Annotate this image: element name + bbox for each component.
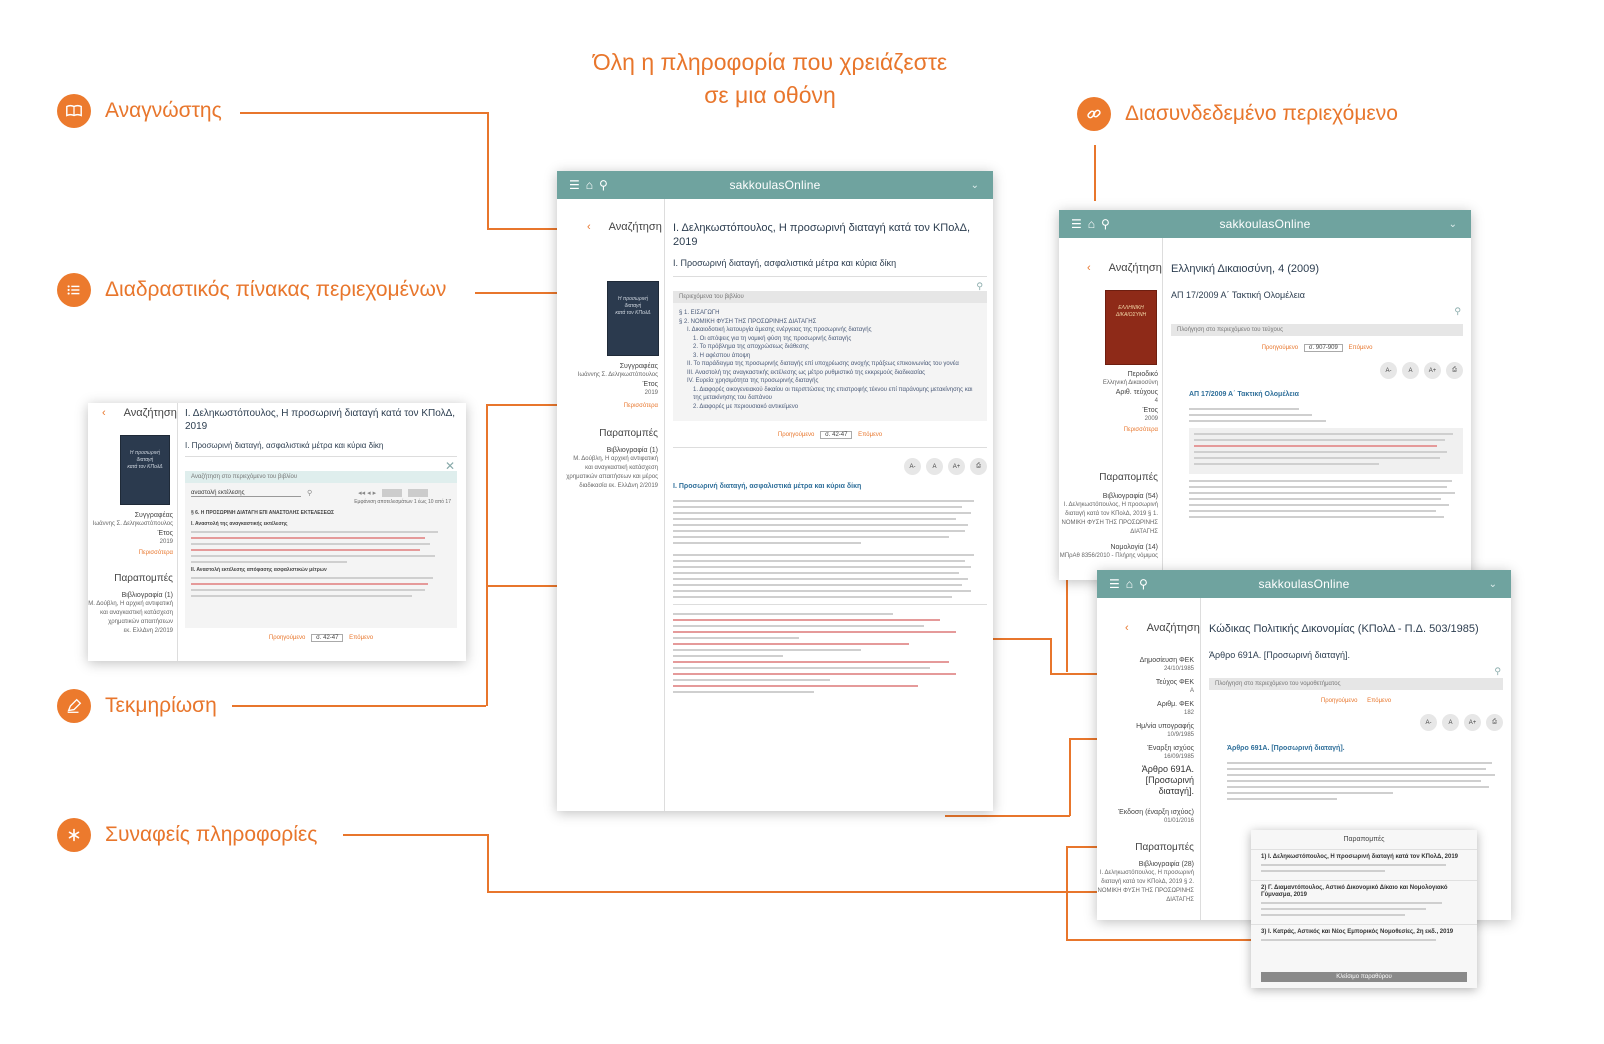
doc-title: Ι. Δεληκωστόπουλος, Η προσωρινή διαταγή κατά τον ΚΠολΔ, 2019: [673, 222, 971, 248]
logo: sakkoulasOnline: [729, 178, 821, 192]
connector-popup-h: [1066, 939, 1252, 941]
valid-date: 16/09/1985: [1163, 754, 1194, 760]
more-link[interactable]: Περισσότερα: [1123, 427, 1158, 433]
center-window: [557, 171, 993, 811]
search-icon[interactable]: ⚲: [1454, 306, 1461, 316]
toc-item[interactable]: 1. Διαφορές οικογενειακού δικαίου οι περιπτώσεις της επιστροφής τέκνου επί παράνομης μετακίνησης και της μετακίνησης του δαπάνου: [693, 386, 973, 401]
headline-line-1: Όλη η πληροφορία που χρειάζεστε: [592, 49, 948, 75]
toc-item[interactable]: § 2. ΝΟΜΙΚΗ ΦΥΣΗ ΤΗΣ ΠΡΟΣΩΡΙΝΗΣ ΔΙΑΤΑΓΗΣ: [679, 318, 817, 325]
close-popup-button[interactable]: Κλείσιμο παραθύρου: [1261, 972, 1467, 982]
label-linked: [1077, 97, 1398, 131]
references-list: Βιβλιογραφία (54) Ι. Δεληκωστόπουλος, Η προσωρινή διαταγή κατά τον ΚΠολΔ, 2019 § 1. ΝΟΜΙΚΗ ΦΥΣΗ ΤΗΣ ΠΡΟΣΩΡΙΝΗΣ ΔΙΑΤΑΓΗΣ Νομολογία (14) ΜΠρΑθ 8356/2010 - Πλήρης νόμιμος: [1059, 493, 1158, 559]
doc-subtitle: Ι. Προσωρινή διαταγή, ασφαλιστικά μέτρα και κύρια δίκη: [673, 258, 897, 268]
doc-title: Κώδικας Πολιτικής Δικονομίας (ΚΠολΔ - Π.Δ. 503/1985): [1209, 623, 1479, 635]
pagination-arrows[interactable]: ◂◂ ◂ ▸: [358, 490, 377, 497]
book-meta: [88, 511, 173, 558]
toc-item[interactable]: Ι. Δικαιοδοτική λειτουργία άμεσης ενέργειας της προσωρινής διαταγής: [687, 327, 872, 333]
font-controls: [1171, 362, 1463, 379]
back-link[interactable]: [102, 407, 177, 419]
font-controls: [673, 458, 987, 475]
headline-line-2: σε μια οθόνη: [704, 82, 836, 108]
font-decrease-button[interactable]: A-: [1380, 362, 1397, 379]
sidebar: [1059, 238, 1163, 580]
book-icon: [57, 94, 91, 128]
periodical: Ελληνική Δικαιοσύνη: [1102, 380, 1158, 386]
print-icon[interactable]: ⎙: [970, 458, 987, 475]
connector-related-v: [487, 834, 489, 892]
connector-linked-low-h: [1069, 738, 1097, 740]
list-view-button[interactable]: [382, 489, 402, 497]
book-cover: Η προσωρινή διαταγή κατά τον ΚΠολΔ: [607, 281, 659, 356]
references-heading: Παραπομπές: [114, 573, 173, 584]
sidebar: [1097, 598, 1201, 920]
article-title: Άρθρο 691Α. [Προσωρινή διαταγή].: [1227, 745, 1345, 752]
label-toc: [57, 273, 446, 307]
connector-linked-low: [945, 815, 1070, 817]
print-icon[interactable]: ⎙: [1486, 714, 1503, 731]
search-header[interactable]: Αναζήτηση στο περιεχόμενο του βιβλίου: [185, 471, 457, 483]
year-label: Έτος: [157, 530, 173, 537]
chevron-left-icon: ‹: [587, 221, 591, 233]
journal-cover: ΕΛΛΗΝΙΚΗ ΔΙΚΑΙΟΣΥΝΗ: [1105, 290, 1157, 365]
connector-related: [343, 834, 488, 836]
fek-issue-label: Τεύχος ΦΕΚ: [1155, 679, 1194, 686]
results-count: Εμφάνιση αποτελεσμάτων 1 έως 10 από 17: [354, 499, 451, 505]
fek-date-label: Δημοσίευση ΦΕΚ: [1139, 657, 1194, 664]
search-panel: [185, 483, 457, 628]
year-label: Έτος: [1142, 407, 1158, 414]
footnotes: [673, 613, 987, 693]
toc-list: [673, 303, 987, 421]
journal-meta: [1059, 370, 1158, 435]
pager: [1171, 344, 1463, 352]
label-toc-text: Διαδραστικός πίνακας περιεχομένων: [105, 278, 447, 301]
connector-popup-v: [1066, 846, 1068, 940]
valid-label: Έναρξη ισχύος: [1147, 745, 1194, 752]
doc-subtitle: Άρθρο 691Α. [Προσωρινή διαταγή].: [1209, 650, 1350, 660]
prev-link[interactable]: Προηγούμενο: [268, 635, 306, 641]
back-label: Αναζήτηση: [608, 221, 662, 233]
back-link[interactable]: [587, 221, 662, 233]
biblio-count[interactable]: Βιβλιογραφία (1): [121, 592, 173, 599]
toc-item[interactable]: § 1. ΕΙΣΑΓΩΓΗ: [679, 310, 720, 316]
font-normal-button[interactable]: A: [926, 458, 943, 475]
top-bar: [1097, 570, 1511, 598]
main-content: [185, 403, 457, 661]
version: 01/01/2016: [1163, 818, 1194, 824]
print-icon[interactable]: ⎙: [1446, 362, 1463, 379]
side-article: Άρθρο 691Α. [Προσωρινή διαταγή].: [1141, 764, 1194, 796]
sidebar: [557, 199, 665, 811]
font-decrease-button[interactable]: A-: [1420, 714, 1437, 731]
next-link[interactable]: Επόμενο: [349, 635, 374, 641]
search-input[interactable]: αναστολή εκτέλεσης: [191, 490, 301, 497]
font-normal-button[interactable]: A: [1402, 362, 1419, 379]
main-content: [1171, 238, 1463, 580]
back-link[interactable]: [1125, 622, 1200, 634]
home-icon[interactable]: ⌂: [1087, 217, 1096, 231]
label-reader-text: Αναγνώστης: [105, 99, 222, 122]
toc-item[interactable]: 2. Διαφορές με περιουσιακό αντικείμενο: [693, 403, 799, 410]
biblio-count[interactable]: Βιβλιογραφία (1): [606, 447, 658, 454]
issue-label: Αριθ. τεύχους: [1115, 389, 1158, 396]
page-select[interactable]: σ. 907-909: [1304, 344, 1343, 352]
book-cover: Η προσωρινή διαταγή κατά τον ΚΠολΔ: [120, 435, 170, 505]
toc-item[interactable]: 2. Το πρόβλημα της αποχρώσεως διάθεσης: [693, 344, 809, 350]
search-icon[interactable]: ⚲: [599, 178, 608, 192]
version-meta: [1097, 808, 1194, 826]
connector-related-h: [487, 891, 1105, 893]
search-icon[interactable]: ⚲: [1139, 577, 1148, 591]
references-heading: Παραπομπές: [599, 428, 658, 439]
connector-doc-v: [486, 404, 488, 706]
back-label: Αναζήτηση: [1108, 262, 1162, 274]
popup-item[interactable]: 1) Ι. Δεληκωστόπουλος, Η προσωρινή διαταγή κατά τον ΚΠολΔ, 2019: [1251, 849, 1477, 880]
doc-subtitle: ΑΠ 17/2009 Α΄ Τακτική Ολομέλεια: [1171, 290, 1305, 300]
back-label: Αναζήτηση: [123, 407, 177, 419]
font-decrease-button[interactable]: A-: [904, 458, 921, 475]
chevron-left-icon: ‹: [1087, 262, 1091, 274]
logo: sakkoulasOnline: [1258, 577, 1350, 591]
font-increase-button[interactable]: A+: [1424, 362, 1441, 379]
home-icon[interactable]: ⌂: [585, 178, 594, 192]
references-heading: Παραπομπές: [1099, 472, 1158, 483]
connector-reader-v: [487, 112, 489, 229]
pager: [673, 431, 987, 439]
references-biblio: Βιβλιογραφία (1) Μ. Δούβλη, Η αρχική αντιφατική και αναγκαστική κατάσχεση χρηματικών απαιτήσεων και μέρος διαδικασία εκ. ΕλλΔνη 2/2019: [558, 446, 658, 491]
references-heading: Παραπομπές: [1135, 842, 1194, 853]
prev-link[interactable]: Προηγούμενο: [1261, 345, 1299, 351]
references-list: Βιβλιογραφία (28) Ι. Δεληκωστόπουλος, Η προσωρινή διαταγή κατά τον ΚΠολΔ, 2019 § 2. ΝΟΜΙΚΗ ΦΥΣΗ ΤΗΣ ΠΡΟΣΩΡΙΝΗΣ ΔΙΑΤΑΓΗΣ: [1097, 860, 1194, 905]
biblio-count[interactable]: Βιβλιογραφία (54): [1102, 493, 1158, 500]
popup-header: Παραπομπές: [1343, 836, 1385, 843]
book-meta: [558, 362, 658, 411]
author: Ιωάννης Σ. Δεληκωστόπουλος: [577, 372, 658, 378]
author: Ιωάννης Σ. Δεληκωστόπουλος: [92, 521, 173, 527]
chevron-down-icon[interactable]: ⌄: [1448, 218, 1457, 230]
search-icon[interactable]: ⚲: [1101, 217, 1110, 231]
doc-title: Ι. Δεληκωστόπουλος, Η προσωρινή διαταγή κατά τον ΚΠολΔ, 2019: [185, 408, 456, 432]
label-related-text: Συναφείς πληροφορίες: [105, 823, 318, 846]
logo: sakkoulasOnline: [1219, 217, 1311, 231]
link-icon: [1077, 97, 1111, 131]
close-icon[interactable]: ✕: [444, 459, 455, 473]
chevron-down-icon[interactable]: ⌄: [1488, 578, 1497, 590]
label-related: [57, 818, 317, 852]
article-title: ΑΠ 17/2009 Α΄ Τακτική Ολομέλεια: [1189, 391, 1299, 398]
sidebar: [88, 403, 178, 661]
connector-reader: [240, 112, 487, 114]
label-documentation-text: Τεκμηρίωση: [105, 694, 217, 717]
left-window: [88, 403, 466, 661]
year: 2009: [1144, 416, 1158, 422]
references-biblio: Βιβλιογραφία (1) Μ. Δούβλη, Η αρχική αντιφατική και αναγκαστική κατάσχεση χρηματικών απαιτήσεων εκ. ΕλλΔνη 2/2019: [88, 591, 173, 636]
chevron-left-icon: ‹: [102, 407, 106, 419]
author-label: Συγγραφέας: [619, 363, 658, 370]
pager: [1209, 698, 1503, 704]
menu-icon[interactable]: ☰: [1109, 577, 1120, 591]
next-link[interactable]: Επόμενο: [1367, 698, 1392, 704]
chevron-left-icon: ‹: [1125, 622, 1129, 634]
search-icon[interactable]: ⚲: [1494, 666, 1501, 676]
search-icon[interactable]: ⚲: [976, 281, 983, 291]
font-normal-button[interactable]: A: [1442, 714, 1459, 731]
toc-item[interactable]: ΙΙ. Το παράδειγμα της προσωρινής διαταγής επί υποχρέωσης ανοχής πράξεως επικοινωνίας του γονέα: [687, 361, 959, 367]
fek-num-label: Αριθμ. ΦΕΚ: [1157, 701, 1194, 708]
label-linked-text: Διασυνδεδεμένο περιεχόμενο: [1125, 102, 1398, 125]
references-popup: [1251, 830, 1477, 988]
connector-linked-mid-h: [1050, 673, 1098, 675]
sign-date: 10/9/1985: [1167, 732, 1194, 738]
top-bar: [1059, 210, 1471, 238]
chevron-down-icon[interactable]: ⌄: [970, 179, 979, 191]
menu-icon[interactable]: ☰: [569, 178, 580, 192]
label-documentation: [57, 689, 217, 723]
biblio-count[interactable]: Βιβλιογραφία (28): [1138, 861, 1194, 868]
author-label: Συγγραφέας: [134, 512, 173, 519]
popup-item[interactable]: 3) Ι. Κατράς, Αστικός και Νέος Εμπορικός Νομοθεσίες, 2η εκδ., 2019: [1251, 924, 1477, 949]
toc-header[interactable]: Περιεχόμενα του βιβλίου: [673, 291, 987, 303]
year: 2019: [644, 390, 658, 396]
version-label: Έκδοση (έναρξη ισχύος): [1118, 809, 1194, 816]
result-heading[interactable]: § 6. Η ΠΡΟΣΩΡΙΝΗ ΔΙΑΤΑΓΗ ΕΠΙ ΑΝΑΣΤΟΛΗΣ ΕΚΤΕΛΕΣΕΩΣ: [191, 510, 334, 516]
font-increase-button[interactable]: A+: [1464, 714, 1481, 731]
prev-link[interactable]: Προηγούμενο: [777, 432, 815, 438]
popup-item[interactable]: 2) Γ. Διαμαντόπουλος, Αστικό Δικονομικό Δίκαιο και Νομολογιακό Γύμνασμα, 2019: [1251, 880, 1477, 924]
next-link[interactable]: Επόμενο: [1348, 345, 1373, 351]
connector-linked: [1094, 145, 1096, 201]
list-icon: [57, 273, 91, 307]
back-label: Αναζήτηση: [1146, 622, 1200, 634]
label-reader: [57, 94, 222, 128]
nomologia-count[interactable]: Νομολογία (14): [1110, 544, 1158, 551]
doc-title: Ελληνική Δικαιοσύνη, 4 (2009): [1171, 263, 1320, 275]
menu-icon[interactable]: ☰: [1071, 217, 1082, 231]
pager: [185, 634, 457, 642]
search-header[interactable]: Πλοήγηση στο περιεχόμενο του τεύχους: [1171, 324, 1463, 336]
result-heading[interactable]: Ι. Αναστολή της αναγκαστικής εκτέλεσης: [191, 521, 288, 527]
doc-subtitle: Ι. Προσωρινή διαταγή, ασφαλιστικά μέτρα και κύρια δίκη: [185, 441, 384, 450]
next-link[interactable]: Επόμενο: [858, 432, 883, 438]
back-link[interactable]: [1087, 262, 1162, 274]
toc-item[interactable]: 1. Οι απόψεις για τη νομική φύση της προσωρινής διαταγής: [693, 335, 852, 342]
font-controls: [1209, 714, 1503, 731]
pen-icon: [57, 689, 91, 723]
right-top-window: [1059, 210, 1471, 580]
toc-item[interactable]: 3. Η αφέσπου άποψη: [693, 352, 751, 359]
year: 2019: [159, 539, 173, 545]
issue: 4: [1154, 398, 1158, 404]
law-meta: [1097, 656, 1194, 762]
article-body: [1209, 762, 1503, 800]
prev-link[interactable]: Προηγούμενο: [1320, 698, 1358, 704]
asterisk-icon: [57, 818, 91, 852]
toc-item[interactable]: IV. Ευρεία χρησιμότητα της προσωρινής διαταγής: [687, 378, 819, 384]
home-icon[interactable]: ⌂: [1125, 577, 1134, 591]
article-body: [1171, 408, 1463, 518]
connector-doc: [232, 705, 486, 707]
connector-linked-mid-v: [1050, 638, 1052, 674]
page-select[interactable]: σ. 42-47: [820, 431, 852, 439]
font-increase-button[interactable]: A+: [948, 458, 965, 475]
search-header[interactable]: Πλοήγηση στο περιεχόμενο του νομοθετήματος: [1209, 678, 1503, 690]
grid-view-button[interactable]: [408, 489, 428, 497]
periodical-label: Περιοδικό: [1127, 371, 1158, 378]
connector-doc-top: [486, 404, 562, 406]
section-title: Ι. Προσωρινή διαταγή, ασφαλιστικά μέτρα και κύρια δίκη: [673, 483, 862, 490]
page-select[interactable]: σ. 42-47: [311, 634, 343, 642]
year-label: Έτος: [642, 381, 658, 388]
more-link[interactable]: Περισσότερα: [623, 403, 658, 409]
toc-item[interactable]: ΙΙΙ. Αναστολή της αναγκαστικής εκτέλεσης ως μέτρο ρυθμιστικό της εκκρεμούς διαδικασίας: [687, 369, 926, 376]
fek-date: 24/10/1985: [1163, 666, 1194, 672]
connector-linked-low-v: [1069, 738, 1071, 816]
fek-issue: Α: [1189, 688, 1194, 694]
result-heading[interactable]: ΙΙ. Αναστολή εκτέλεσης απόφασης ασφαλιστικών μέτρων: [191, 567, 327, 573]
fek-num: 182: [1183, 710, 1194, 716]
more-link[interactable]: Περισσότερα: [138, 550, 173, 556]
sign-label: Ημ/νία υπογραφής: [1136, 723, 1194, 730]
connector-reader-h: [487, 228, 562, 230]
headline: [560, 46, 980, 112]
top-bar: [557, 171, 993, 199]
article-body: [673, 500, 987, 598]
main-content: [673, 199, 987, 811]
search-icon[interactable]: ⚲: [307, 490, 313, 497]
